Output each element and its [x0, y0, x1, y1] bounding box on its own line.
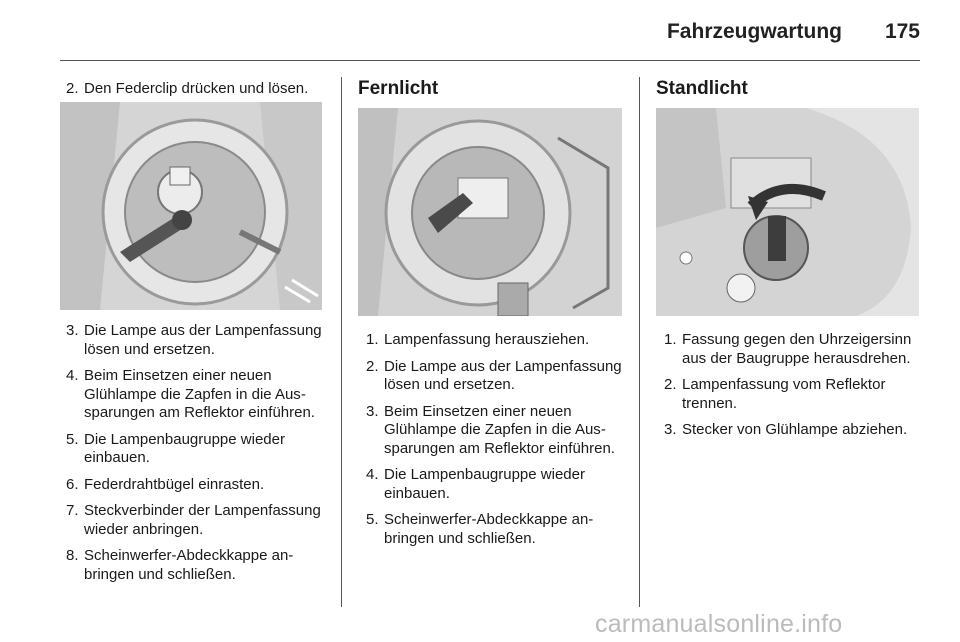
column-1-steps: [66, 322, 332, 592]
list-item: 4. Beim Einsetzen einer neuen Glühlampe die Zapfen in die Aussparungen am Reflektor einführen.: [66, 367, 315, 421]
column-divider: [639, 77, 640, 607]
page-number: 175: [884, 20, 920, 43]
list-item: 2. Den Federclip drücken und lösen.: [66, 80, 309, 97]
column-2-steps: [366, 331, 628, 556]
list-item: 7. Steckverbinder der Lampenfassung wieder anbringen.: [66, 502, 321, 538]
figure-low-beam-clip: [60, 102, 322, 310]
list-item: 4. Die Lampenbaugruppe wieder einbauen.: [366, 466, 585, 502]
section-title: Standlicht: [656, 78, 748, 99]
list-item: 1. Lampenfassung herausziehen.: [366, 331, 590, 348]
list-item: 8. Scheinwerfer-Abdeckkappe anbringen und schließen.: [66, 547, 294, 583]
list-item: 6. Federdrahtbügel einrasten.: [66, 475, 265, 493]
column-3: [656, 78, 924, 100]
list-item: 3. Stecker von Glühlampe abziehen.: [664, 421, 908, 438]
list-item: 5. Scheinwerfer-Abdeckkappe anbringen und schließen.: [366, 511, 594, 547]
instruction-list: [366, 331, 628, 548]
instruction-list: [664, 331, 930, 440]
chapter-title: Fahrzeugwartung: [666, 20, 842, 43]
figure-high-beam: [358, 108, 622, 316]
list-item: 5. Die Lampenbaugruppe wieder einbauen.: [66, 430, 285, 466]
list-item: 3. Die Lampe aus der Lampenfassung lösen und ersetzen.: [66, 322, 322, 358]
column-2: [358, 78, 626, 100]
list-item: 2. Die Lampe aus der Lampenfassung lösen und ersetzen.: [366, 357, 622, 393]
list-item: 3. Beim Einsetzen einer neuen Glühlampe die Zapfen in die Aussparungen am Reflektor einführen.: [366, 402, 615, 457]
headlamp-illustration: [60, 102, 322, 310]
instruction-list: [66, 322, 332, 584]
headlamp-illustration: [656, 108, 919, 316]
section-title: Fernlicht: [358, 78, 439, 99]
figure-parking-light: [656, 108, 919, 316]
column-divider: [341, 77, 342, 607]
list-item: 2. Lampenfassung vom Reflektor trennen.: [664, 376, 886, 412]
headlamp-illustration: [358, 108, 622, 316]
list-item: 1. Fassung gegen den Uhrzeigersinn aus der Baugruppe herausdrehen.: [664, 331, 912, 367]
header-rule: [60, 60, 920, 61]
watermark: carmanualsonline.info: [595, 610, 843, 638]
column-3-steps: [664, 331, 930, 448]
